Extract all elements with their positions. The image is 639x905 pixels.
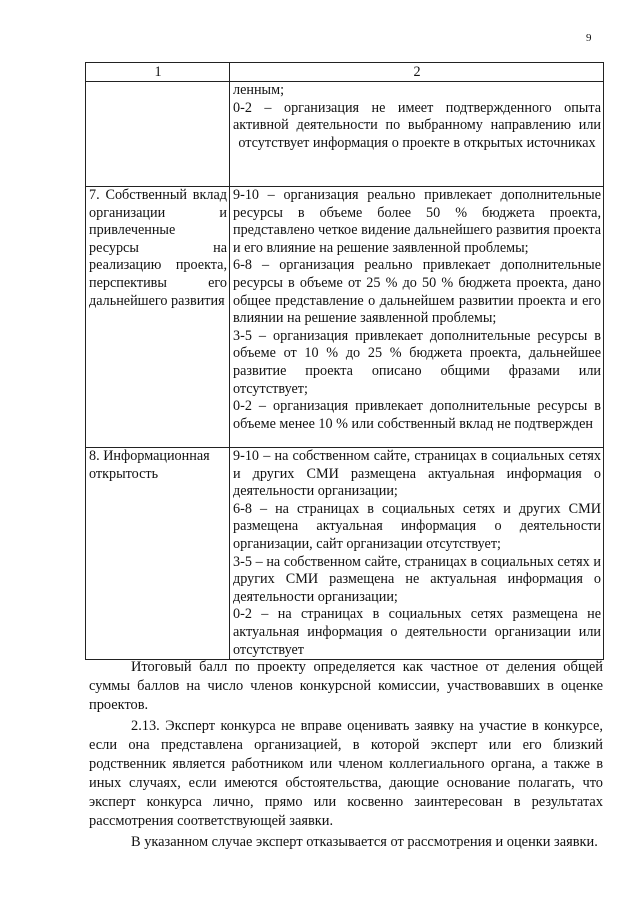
score-paragraph: 3-5 – организация привлекает дополнительные ресурсы в объеме от 10 % до 25 % бюджета проекта, дальнейшее развитие проекта описано общими фразами или отсутствует; — [233, 327, 601, 397]
score-paragraph: 0-2 – организация не имеет подтвержденного опыта активной деятельности по выбранному направлению или отсутствует информация о проекте в открытых источниках — [233, 99, 601, 151]
body-paragraph: Итоговый балл по проекту определяется как частное от деления общей суммы баллов на число членов конкурсной комиссии, участвовавших в оценке проектов. — [89, 659, 603, 713]
table-row — [86, 82, 604, 187]
criterion-cell: 7. Собственный вклад организации и привлеченные ресурсы на реализацию проекта, перспективы его дальнейшего развития — [86, 187, 230, 448]
criterion-cell — [86, 82, 230, 187]
table-row — [86, 448, 604, 660]
criteria-table — [85, 62, 604, 660]
table-row — [86, 187, 604, 448]
body-paragraph: 2.13. Эксперт конкурса не вправе оценивать заявку на участие в конкурсе, если она представлена организацией, в которой эксперт или его близкий родственник является работником или членом коллегиального органа, а также в иных случаях, если имеются обстоятельства, дающие основание полагать, что эксперт конкурса лично, прямо или косвенно заинтересован в результатах рассмотрения соответствующей заявки. — [89, 718, 603, 829]
body-paragraph: В указанном случае эксперт отказывается от рассмотрения и оценки заявки. — [131, 834, 598, 850]
score-paragraph: 6-8 – на страницах в социальных сетях и других СМИ размещена актуальная информация о деятельности организации, сайт организации отсутствует; — [233, 500, 601, 552]
score-description-cell — [230, 82, 604, 187]
score-description-cell — [230, 187, 604, 448]
page-number: 9 — [586, 32, 592, 44]
score-paragraph: 6-8 – организация реально привлекает дополнительные ресурсы в объеме от 25 % до 50 % бюджета проекта, дано общее представление о дальнейшем развитии проекта и его влиянии на решение заявленной проблемы; — [233, 257, 601, 327]
body-text — [89, 658, 603, 852]
column-header-2: 2 — [230, 63, 604, 82]
score-paragraph: 0-2 – на страницах в социальных сетях размещена не актуальная информация о деятельности организации или отсутствует — [233, 606, 601, 658]
table-header-row — [86, 63, 604, 82]
score-paragraph: 3-5 – на собственном сайте, страницах в социальных сетях и других СМИ размещена не актуальная информация о деятельности организации; — [233, 553, 601, 605]
score-paragraph: ленным; — [233, 82, 285, 98]
criterion-cell: 8. Информационная открытость — [86, 448, 230, 660]
score-description-cell — [230, 448, 604, 660]
score-paragraph: 9-10 – на собственном сайте, страницах в социальных сетях и других СМИ размещена актуальная информация о деятельности организации; — [233, 448, 601, 500]
score-paragraph: 0-2 – организация привлекает дополнительные ресурсы в объеме менее 10 % или собственный вклад не подтвержден — [233, 398, 601, 432]
score-paragraph: 9-10 – организация реально привлекает дополнительные ресурсы в объеме более 50 % бюджета проекта, представлено четкое видение дальнейшего развития проекта и его влияние на решение заявленной проблемы; — [233, 187, 601, 256]
column-header-1: 1 — [86, 63, 230, 82]
